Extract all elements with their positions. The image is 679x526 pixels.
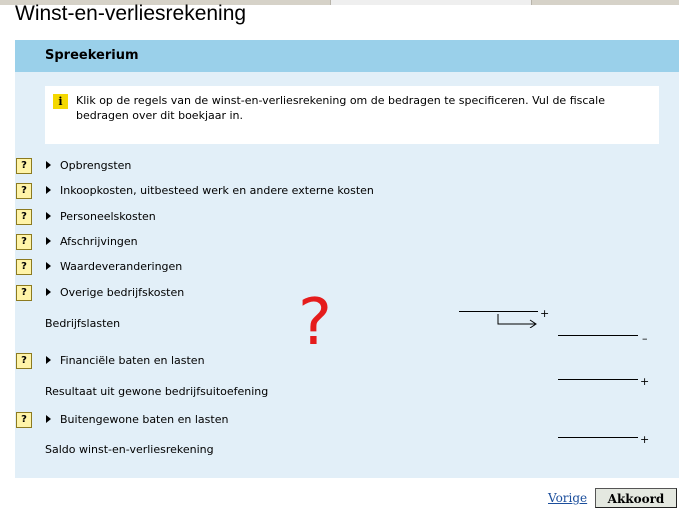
question-mark-overlay: ? [298, 286, 332, 360]
previous-link[interactable]: Vorige [548, 491, 588, 505]
expand-arrow-icon[interactable] [46, 288, 51, 296]
sum-line [558, 379, 638, 380]
expand-arrow-icon[interactable] [46, 415, 51, 423]
row-label[interactable]: Personeelskosten [60, 210, 156, 223]
tab-strip-right [532, 0, 679, 5]
expand-arrow-icon[interactable] [46, 186, 51, 194]
expand-arrow-icon[interactable] [46, 161, 51, 169]
subtotal-resultaat: Resultaat uit gewone bedrijfsuitoefening [45, 385, 269, 398]
expand-arrow-icon[interactable] [46, 262, 51, 270]
sum-line [558, 335, 638, 336]
row-label[interactable]: Inkoopkosten, uitbesteed werk en andere externe kosten [60, 184, 374, 197]
help-icon[interactable]: ? [16, 209, 32, 225]
minus-operator: – [642, 332, 648, 345]
help-icon[interactable]: ? [16, 285, 32, 301]
row-label[interactable]: Overige bedrijfskosten [60, 286, 185, 299]
help-icon[interactable]: ? [16, 158, 32, 174]
tab-strip-active [330, 0, 532, 5]
subtotal-bedrijfslasten: Bedrijfslasten [45, 317, 121, 330]
expand-arrow-icon[interactable] [46, 237, 51, 245]
plus-operator: + [540, 307, 550, 320]
panel-header [15, 40, 679, 72]
accept-button[interactable]: Akkoord [595, 488, 677, 508]
row-label[interactable]: Opbrengsten [60, 159, 132, 172]
page-title: Winst-en-verliesrekening [15, 2, 247, 25]
help-icon[interactable]: ? [16, 234, 32, 250]
info-icon: i [53, 94, 68, 109]
help-icon[interactable]: ? [16, 412, 32, 428]
row-label[interactable]: Buitengewone baten en lasten [60, 413, 229, 426]
sum-line [459, 311, 538, 312]
help-icon[interactable]: ? [16, 353, 32, 369]
panel-title: Spreekerium [45, 48, 139, 63]
row-label[interactable]: Waardeveranderingen [60, 260, 183, 273]
sum-line [558, 437, 638, 438]
plus-operator: + [640, 433, 650, 446]
plus-operator: + [640, 375, 650, 388]
help-icon[interactable]: ? [16, 259, 32, 275]
expand-arrow-icon[interactable] [46, 356, 51, 364]
help-icon[interactable]: ? [16, 183, 32, 199]
subtotal-saldo: Saldo winst-en-verliesrekening [45, 443, 214, 456]
carry-arrow-icon [497, 314, 539, 328]
expand-arrow-icon[interactable] [46, 212, 51, 220]
row-label[interactable]: Financiële baten en lasten [60, 354, 205, 367]
form-panel [15, 40, 679, 478]
info-box [45, 86, 659, 144]
row-label[interactable]: Afschrijvingen [60, 235, 138, 248]
info-text: Klik op de regels van de winst-en-verliesrekening om de bedragen te specificeren. Vul de fiscale bedragen over dit boekjaar in. [76, 94, 605, 122]
